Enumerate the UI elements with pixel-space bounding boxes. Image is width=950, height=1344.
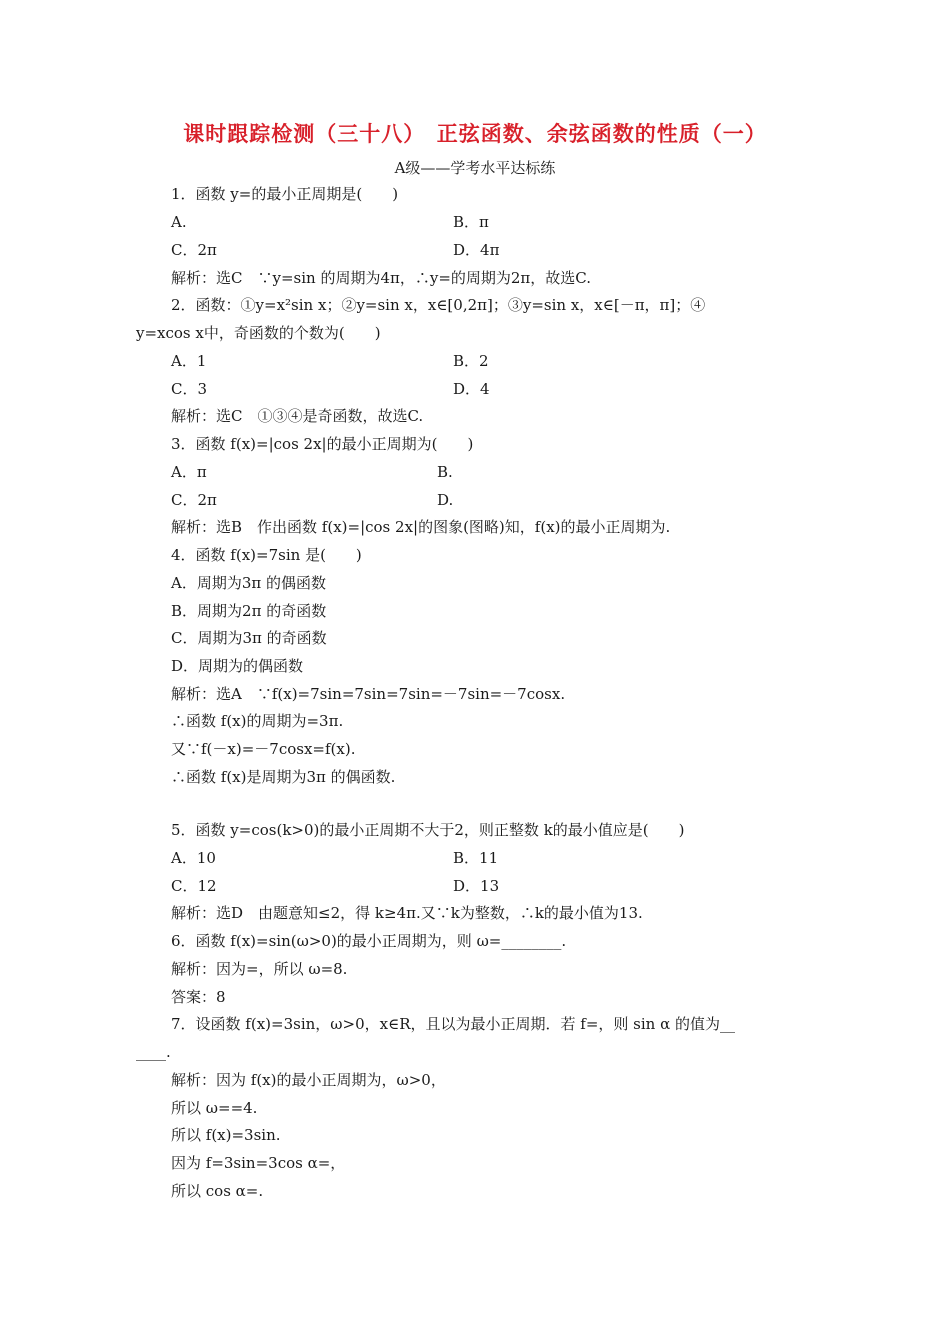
- q5-solution: 解析：选D 由题意知≤2，得 k≥4π.又∵k为整数，∴k的最小值为13.: [171, 904, 643, 922]
- section-heading: A级——学考水平达标练: [394, 159, 556, 177]
- q1-option-d: D．4π: [453, 241, 500, 259]
- question-6: 6．函数 f(x)=sin(ω>0)的最小正周期为，则 ω=________.: [171, 932, 567, 950]
- q1-option-a: A.: [171, 213, 187, 231]
- q5-option-a: A．10: [171, 849, 216, 867]
- q4-option-d: D．周期为的偶函数: [171, 657, 304, 675]
- q2-solution: 解析：选C ①③④是奇函数，故选C.: [171, 407, 424, 425]
- question-4: 4．函数 f(x)=7sin 是( ): [171, 546, 362, 564]
- question-1: 1．函数 y=的最小正周期是( ): [171, 185, 399, 203]
- q3-option-d: D.: [437, 491, 454, 509]
- question-2: 2．函数：①y=x²sin x；②y=sin x，x∈[0,2π]；③y=sin x，x∈[－π，π]；④: [171, 296, 706, 314]
- q4-solution: 解析：选A ∵f(x)=7sin=7sin=7sin=－7sin=－7cosx.: [171, 685, 566, 703]
- q2-option-c: C．3: [171, 380, 208, 398]
- q6-solution: 解析：因为=，所以 ω=8.: [171, 960, 348, 978]
- q3-option-b: B.: [437, 463, 453, 481]
- q4-option-a: A．周期为3π 的偶函数: [171, 574, 327, 592]
- q4-solution-line-2: ∴函数 f(x)的周期为=3π.: [171, 712, 344, 730]
- question-5: 5．函数 y=cos(k>0)的最小正周期不大于2，则正整数 k的最小值应是( ): [171, 821, 685, 839]
- question-3: 3．函数 f(x)=|cos 2x|的最小正周期为( ): [171, 435, 474, 453]
- q5-option-d: D．13: [453, 877, 500, 895]
- q6-answer: 答案：8: [171, 988, 226, 1006]
- page-title: 课时跟踪检测（三十八） 正弦函数、余弦函数的性质（一）: [183, 122, 767, 146]
- q1-option-b: B．π: [453, 213, 489, 231]
- q3-option-c: C．2π: [171, 491, 217, 509]
- question-7-cont: ____.: [136, 1043, 171, 1061]
- q4-solution-line-4: ∴函数 f(x)是周期为3π 的偶函数.: [171, 768, 396, 786]
- q4-solution-line-3: 又∵f(－x)=－7cosx=f(x).: [171, 740, 356, 758]
- q3-option-a: A．π: [171, 463, 207, 481]
- q4-option-c: C．周期为3π 的奇函数: [171, 629, 327, 647]
- q7-solution: 解析：因为 f(x)的最小正周期为，ω>0，: [171, 1071, 446, 1089]
- q1-solution: 解析：选C ∵y=sin 的周期为4π，∴y=的周期为2π，故选C.: [171, 269, 592, 287]
- q4-option-b: B．周期为2π 的奇函数: [171, 602, 327, 620]
- q7-solution-line-5: 所以 cos α=.: [171, 1182, 264, 1200]
- q2-option-b: B．2: [453, 352, 489, 370]
- q7-solution-line-4: 因为 f=3sin=3cos α=，: [171, 1154, 346, 1172]
- q2-option-a: A．1: [171, 352, 207, 370]
- q3-solution: 解析：选B 作出函数 f(x)=|cos 2x|的图象(图略)知，f(x)的最小正周期为.: [171, 518, 671, 536]
- q5-option-c: C．12: [171, 877, 217, 895]
- question-7: 7．设函数 f(x)=3sin，ω>0，x∈R，且以为最小正周期．若 f=，则 sin α 的值为__: [171, 1015, 735, 1033]
- q5-option-b: B．11: [453, 849, 499, 867]
- q7-solution-line-2: 所以 ω==4.: [171, 1099, 258, 1117]
- q2-option-d: D．4: [453, 380, 490, 398]
- q7-solution-line-3: 所以 f(x)=3sin.: [171, 1126, 281, 1144]
- question-2-cont: y=xcos x中，奇函数的个数为( ): [136, 324, 381, 342]
- q1-option-c: C．2π: [171, 241, 217, 259]
